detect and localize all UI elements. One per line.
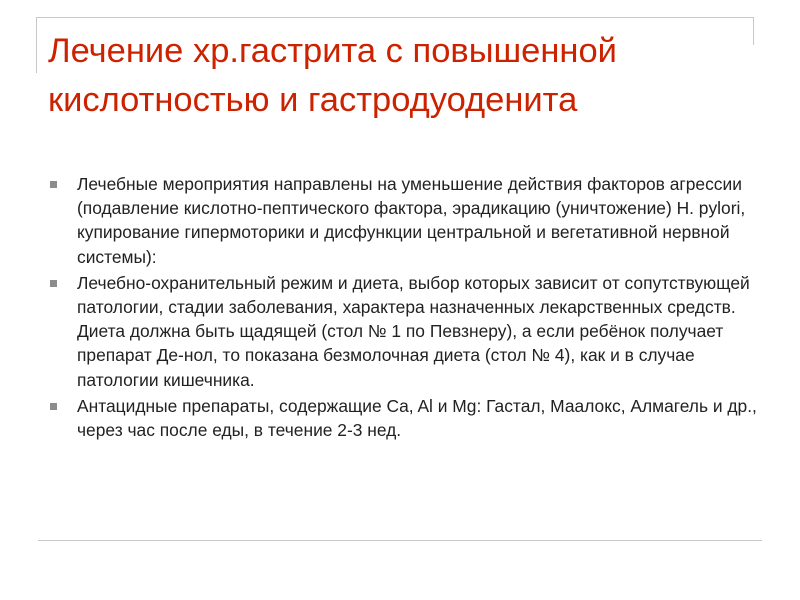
frame-line-left [36, 17, 37, 73]
bullet-item-2 [50, 271, 770, 392]
square-bullet-icon [50, 403, 57, 410]
square-bullet-icon [50, 280, 57, 287]
bullet-text: Лечебно-охранительный режим и диета, выбор которых зависит от сопутствующей патологии, стадии заболевания, характера назначенных лекарственных средств. Диета должна быть щадящей (стол № 1 по Певзнеру), а если ребёнок получает препарат Де-нол, то показана безмолочная диета (стол № 4), как и в случае патологии кишечника. [77, 272, 750, 390]
bullet-item-3 [50, 394, 770, 442]
bullet-text: Лечебные мероприятия направлены на уменьшение действия факторов агрессии (подавление кислотно-пептического фактора, эрадикацию (уничтожение) H. pylori, купирование гипермоторики и дисфункции центральной и вегетативной нервной системы): [77, 174, 746, 267]
bullet-text: Антацидные препараты, содержащие Ca, Al и Mg: Гастал, Маалокс, Алмагель и др., через час после еды, в течение 2-3 нед. [77, 395, 757, 441]
bullet-list [50, 172, 770, 444]
square-bullet-icon [50, 181, 57, 188]
frame-line-top [36, 17, 754, 18]
slide-title: Лечение хр.гастрита с повышенной кислотностью и гастродуоденита [48, 32, 617, 119]
frame-line-bottom [38, 540, 762, 541]
bullet-item-1 [50, 172, 770, 269]
